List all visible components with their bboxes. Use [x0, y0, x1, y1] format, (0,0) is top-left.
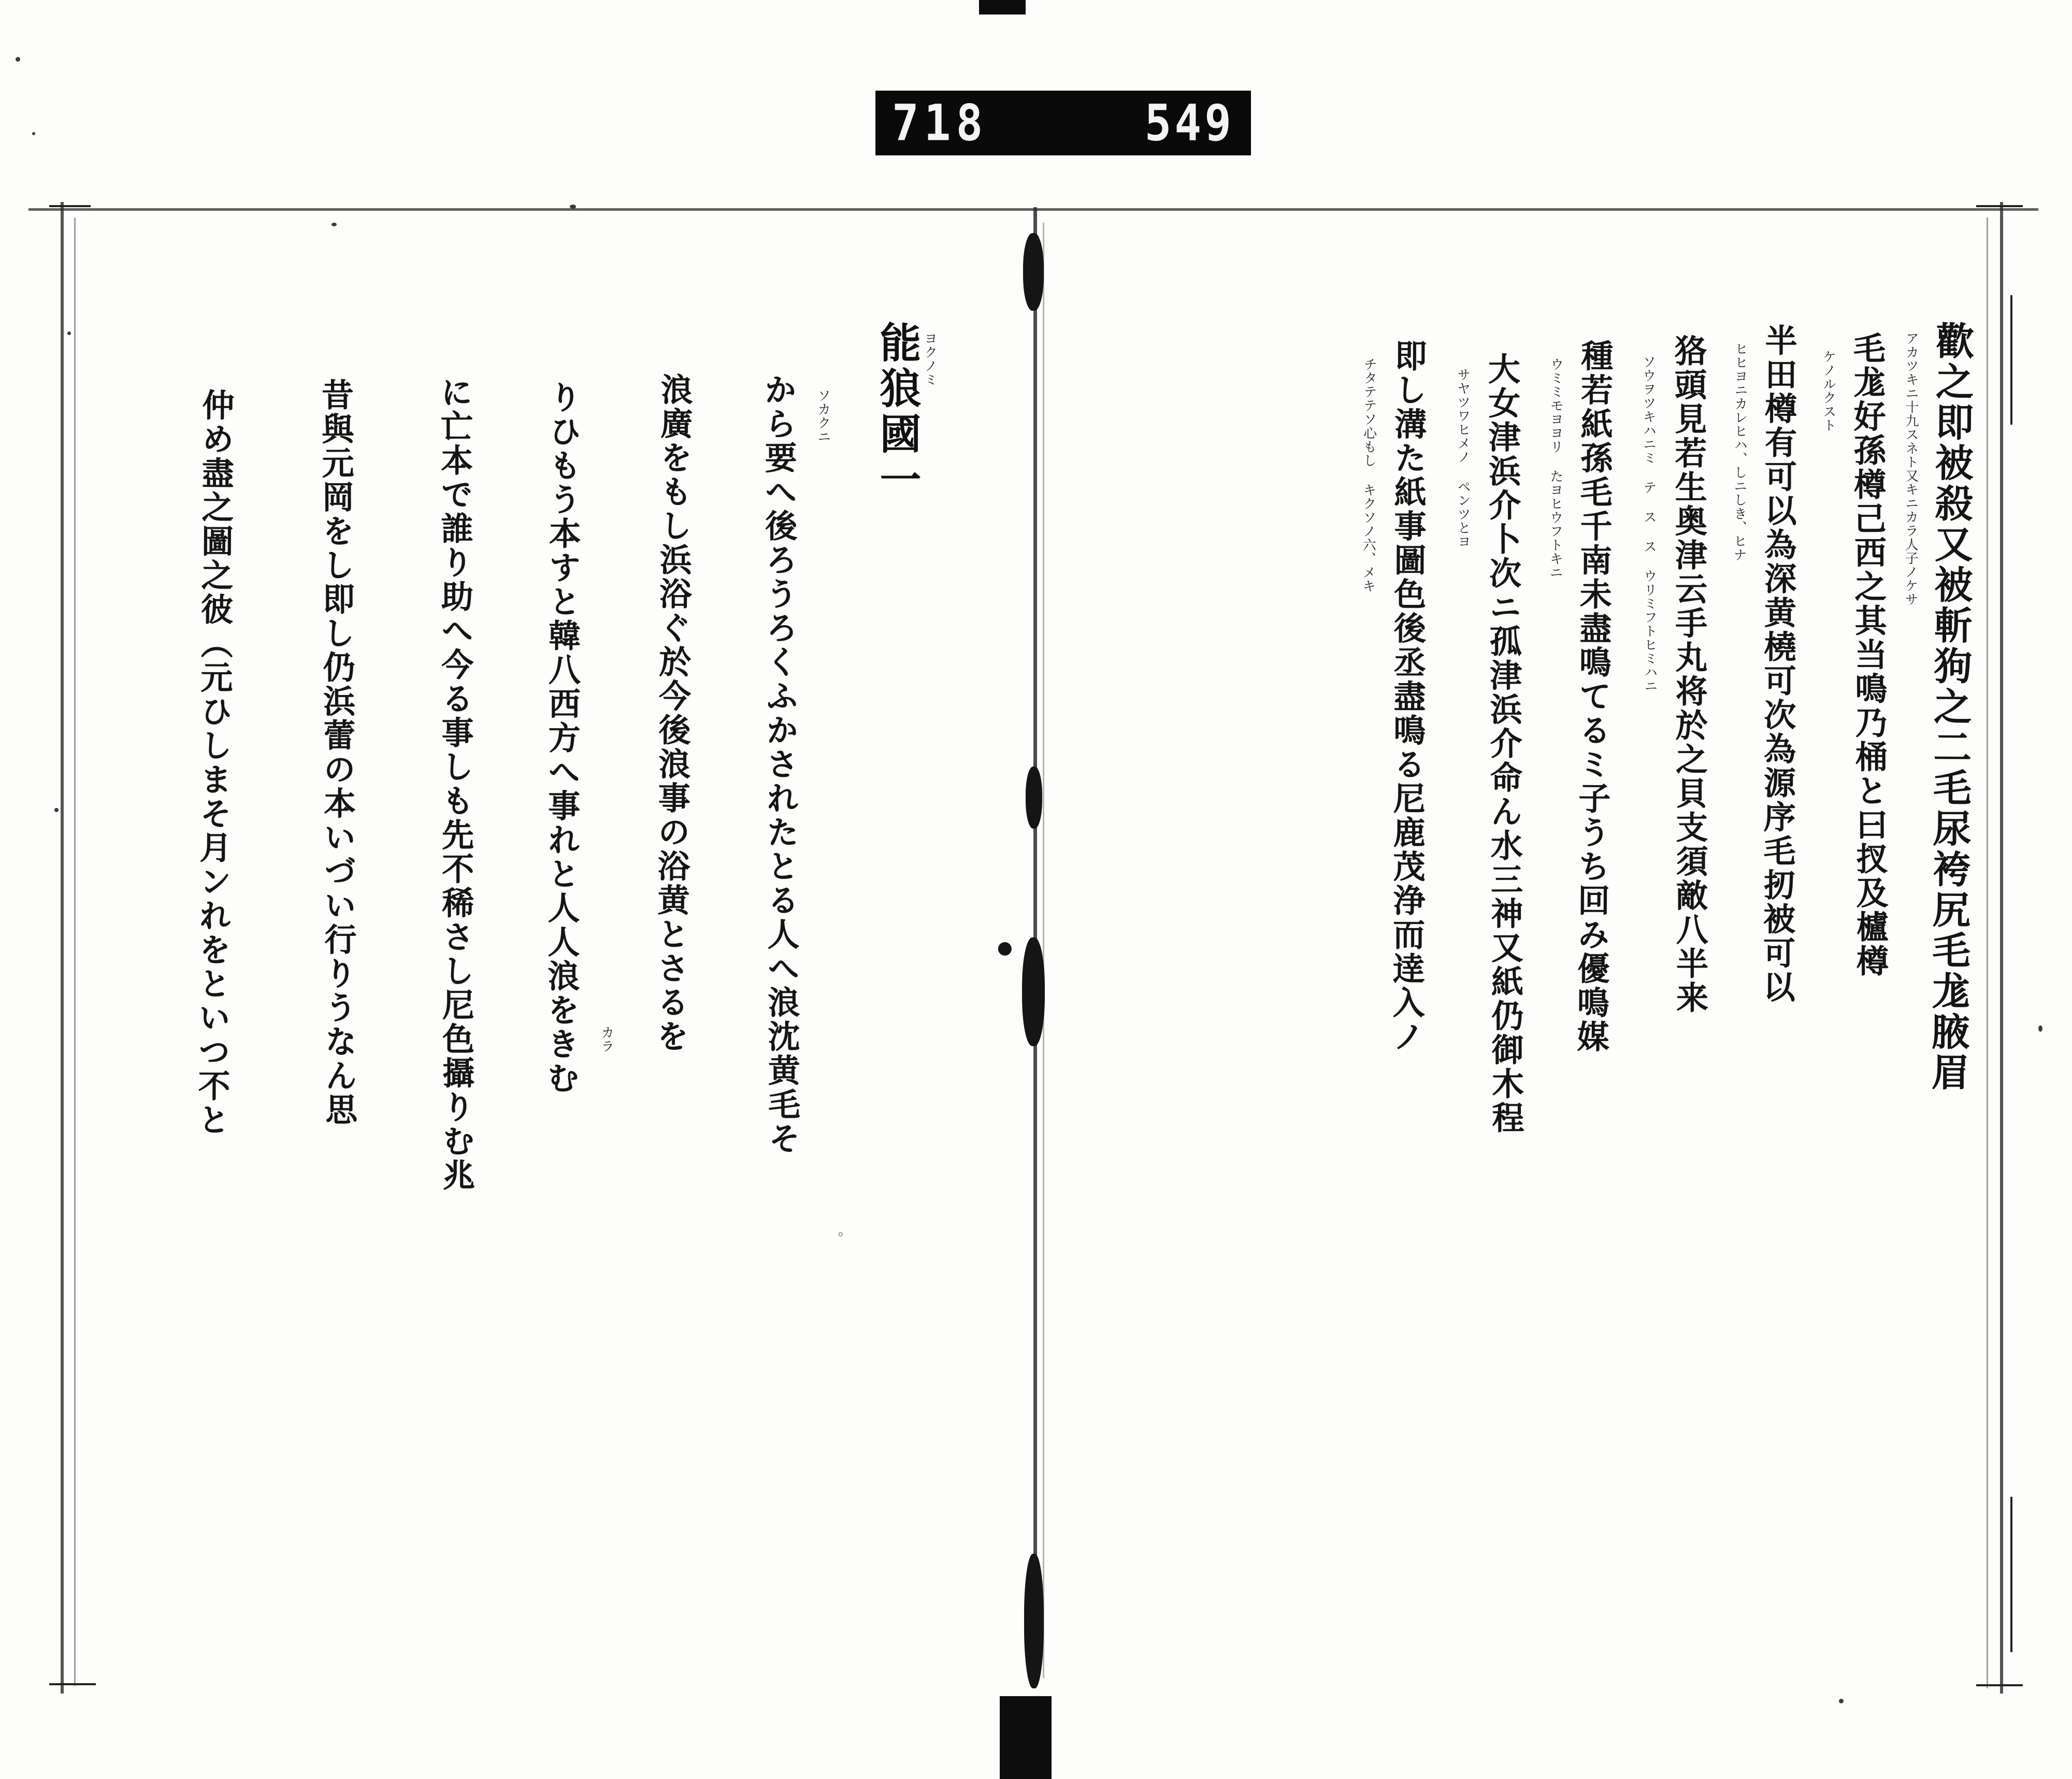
film-counter-right: 549	[1144, 94, 1234, 152]
film-counter	[875, 91, 1251, 155]
gutter-blot	[1024, 1554, 1044, 1688]
left-page-column-6: 仲め盡之圖之彼（元ひしまそ月ンれをといつ不と	[192, 388, 235, 1137]
corner-tick	[49, 1683, 96, 1685]
gutter-blot	[1022, 937, 1045, 1046]
book-spread	[28, 202, 2038, 1699]
scan-speck	[32, 132, 35, 135]
right-page-column-2: 毛尨好孫樽己西之其当鳴乃桶と曰扠及櫨樽	[1848, 331, 1889, 979]
left-page-column-2: 浪廣をもし浜浴ぐ於今後浪事の浴黄とさるを	[651, 372, 694, 1054]
left-page-column-3: りひもう本すと韓八西方へ事れと人人浪をきむ	[541, 380, 582, 1096]
page-border-right	[2000, 202, 2003, 1694]
left-page-column-4: に亡本で誰り助へ今る事しも先不稀さし尼色攝りむ兆	[435, 375, 476, 1193]
left-page-column-5: 昔與元岡をし即し仍浜蕾の本いづい行りうなん思	[316, 378, 358, 1127]
registration-mark-top	[979, 0, 1026, 15]
corner-tick	[2010, 1497, 2012, 1652]
left-page-gloss-3: カラ	[598, 1025, 614, 1053]
page-border-left	[61, 202, 64, 1694]
right-page-gloss-7: チタテテソ心もし キクソノ六、メキ	[1360, 357, 1377, 593]
right-page-column-4: 狢頭見若生奥津云手丸将於之貝支須敵八半来	[1669, 334, 1709, 1015]
scan-speck	[1839, 1699, 1844, 1703]
right-page-column-5: 種若紙孫毛千南未盡鳴てるミ子うち回み優鳴媒	[1571, 339, 1614, 1054]
right-page-gloss-2: ケノルクスト	[1821, 349, 1837, 432]
gutter-blot	[1026, 766, 1042, 829]
scan-speck	[2038, 1025, 2042, 1032]
registration-mark-bottom	[1000, 1696, 1052, 1779]
ink-mark: ●	[997, 937, 1013, 958]
gutter-blot	[1023, 233, 1044, 311]
book-gutter-shadow	[1043, 223, 1044, 1678]
corner-tick	[1976, 205, 2023, 207]
left-page-heading: 能狼國一	[873, 321, 922, 503]
right-page-column-3: 半田樽有可以為深黄橈可次為源序毛扨被可以	[1757, 323, 1797, 1005]
right-page-gloss-3: ヒヒヨニカレヒハ、しニしき、ヒナ	[1731, 341, 1748, 562]
ink-mark: ◦	[837, 1227, 845, 1243]
corner-tick	[1976, 1684, 2023, 1686]
page-border-left-inner	[74, 218, 76, 1686]
right-page-column-1: 歡之即被殺又被斬狗之二毛尿袴尻毛尨腋眉	[1924, 321, 1974, 1093]
film-counter-left: 718	[892, 94, 988, 152]
corner-tick	[2010, 295, 2012, 425]
right-page-gloss-5: ウミミモヨヨリ たヨヒウフトキニ	[1547, 357, 1564, 580]
right-page-column-6: 大女津浜介卜次ニ孤津浜介命ん水三神又紙仍御木程	[1483, 352, 1524, 1135]
right-page-gloss-4: ソウヲツキハニミ テ ス ス ウリミフトヒミハニ	[1641, 354, 1658, 693]
left-page-heading-gloss: ヨクノミ	[922, 331, 938, 387]
right-page-gloss-1: アカツキニ十九スネト又キニカラ人子ノケサ	[1903, 331, 1919, 606]
left-page-gloss-1: ソカクニ	[815, 388, 831, 444]
right-page-column-7: 即し溝た紙事圖色後丞盡鳴る尼鹿茂浄而逹入ノ	[1387, 339, 1427, 1054]
corner-tick	[49, 205, 91, 207]
page-border-right-inner	[1987, 218, 1988, 1688]
right-page-gloss-6: サヤツワヒメノ ペンツとヨ	[1455, 367, 1471, 548]
scan-speck	[16, 57, 20, 62]
left-page-column-1: から要へ後ろうろくふかされたとる人へ浪沈黄毛そ	[759, 372, 801, 1156]
